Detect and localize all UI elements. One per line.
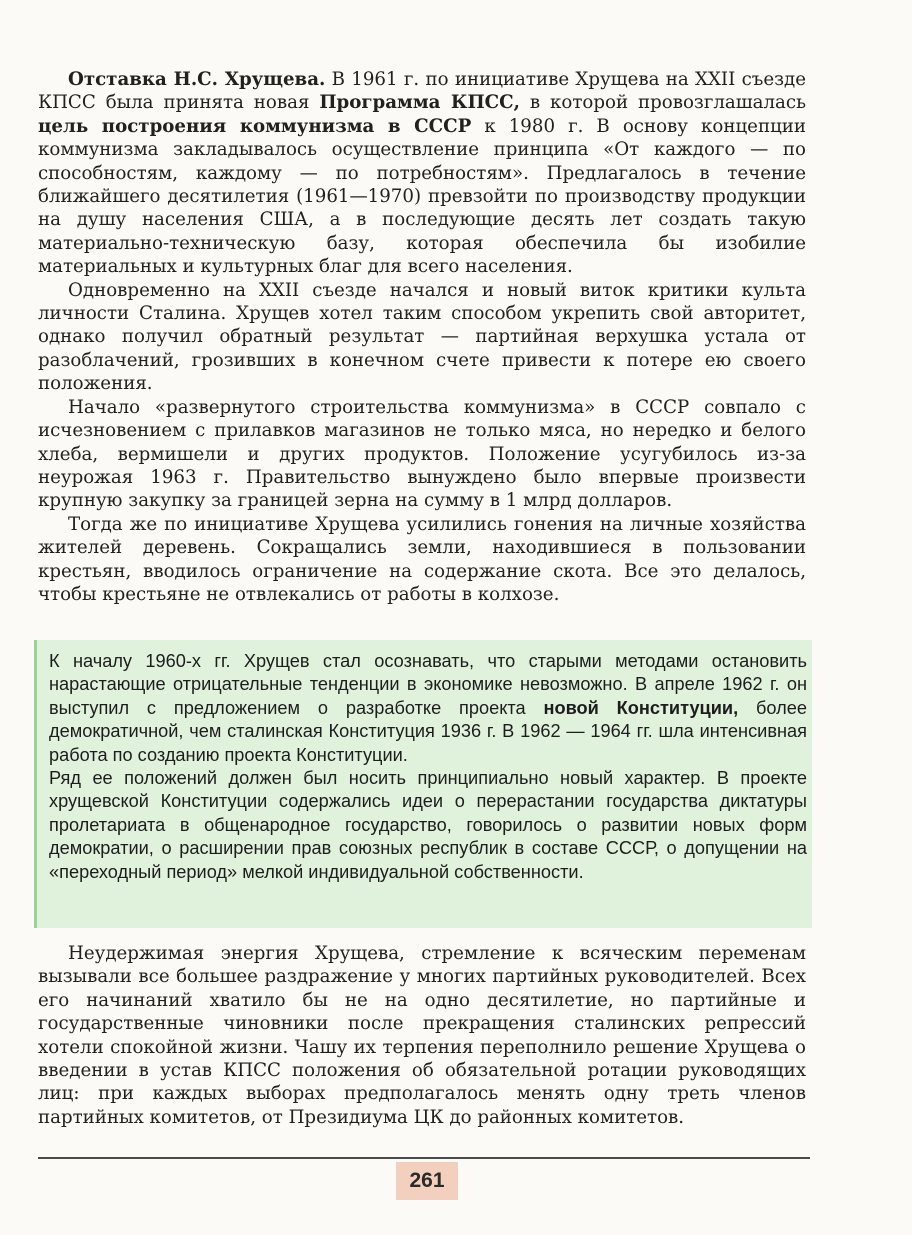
text-run: Ряд ее положений должен был носить принципиально новый характер. В проекте хрущевской Конституции содержались идеи о перерастании государства диктатуры пролетариата в общенародное государство, говорилось о развитии новых форм демократии, о расширении прав союзных республик в составе СССР, о допущении на «переходный период» мелкой индивидуальной собственности. <box>49 768 807 882</box>
paragraph <box>38 279 806 396</box>
bold-term: цель построения коммунизма в СССР <box>38 115 472 137</box>
paragraph <box>49 650 807 767</box>
text-run: Одновременно на XXII съезде начался и новый виток критики культа личности Сталина. Хрущев хотел таким способом укрепить свой авторитет, однако получил обратный результат — партийная верхушка устала от разоблачений, грозивших в конечном счете привести к потере ею своего положения. <box>38 279 806 395</box>
paragraph <box>38 68 806 279</box>
bold-term: Отставка Н.С. Хрущева. <box>68 69 326 90</box>
text-run: Начало «развернутого строительства коммунизма» в СССР совпало с исчезновением с прилавков магазинов не только мяса, но нередко и белого хлеба, вермишели и других продуктов. Положение усугубилось из-за неурожая 1963 г. Правительство вынуждено было впервые произвести крупную закупку за границей зерна на сумму в 1 млрд долларов. <box>38 396 806 512</box>
highlight-box <box>34 640 812 928</box>
footer-rule <box>38 1157 810 1159</box>
text-run: Неудержимая энергия Хрущева, стремление к всяческим переменам вызывали все большее раздражение у многих партийных руководителей. Всех его начинаний хватило бы не на одно десятилетие, но партийные и государственные чиновники после прекращения сталинских репрессий хотели спокойной жизни. Чашу их терпения переполнило решение Хрущева о введении в устав КПСС положения об обязательной ротации руководящих лиц: при каждых выборах предполагалось менять одну треть членов партийных комитетов, от Президиума ЦК до районных комитетов. <box>38 943 806 1128</box>
page-number: 261 <box>396 1162 458 1200</box>
bold-term: Программа КПСС, <box>319 92 520 114</box>
paragraph <box>38 942 806 1129</box>
text-run: В 1961 г. по инициативе Хрущева на XXII съезде КПСС была принята новая <box>38 69 806 114</box>
paragraph <box>38 396 806 513</box>
main-text-bottom <box>38 942 806 1129</box>
paragraph <box>49 767 807 884</box>
bold-term: новой Конституции, <box>543 697 739 718</box>
main-text-top <box>38 68 806 606</box>
text-run: к 1980 г. В основу концепции коммунизма закладывалось осуществление принципа «От каждого — по способностям, каждому — по потребностям». Предлагалось в течение ближайшего десятилетия (1961—1970) превзойти по производству продукции на душу населения США, а в последующие десять лет создать такую материально-техническую базу, которая обеспечила бы изобилие материальных и культурных благ для всего населения. <box>38 115 807 278</box>
text-run: более демократичной, чем сталинская Конституция 1936 г. В 1962 — 1964 гг. шла интенсивная работа по созданию проекта Конституции. <box>49 697 807 765</box>
text-run: К началу 1960-х гг. Хрущев стал осознавать, что старыми методами остановить нарастающие отрицательные тенденции в экономике невозможно. В апреле 1962 г. он выступил с предложением о разработке проекта <box>49 651 807 718</box>
text-run: Тогда же по инициативе Хрущева усилились гонения на личные хозяйства жителей деревень. Сокращались земли, находившиеся в пользовании крестьян, вводилось ограничение на содержание скота. Все это делалось, чтобы крестьяне не отвлекались от работы в колхозе. <box>38 513 806 605</box>
highlight-text <box>49 650 807 884</box>
text-run: в которой провозглашалась <box>519 92 806 114</box>
paragraph <box>38 513 806 607</box>
